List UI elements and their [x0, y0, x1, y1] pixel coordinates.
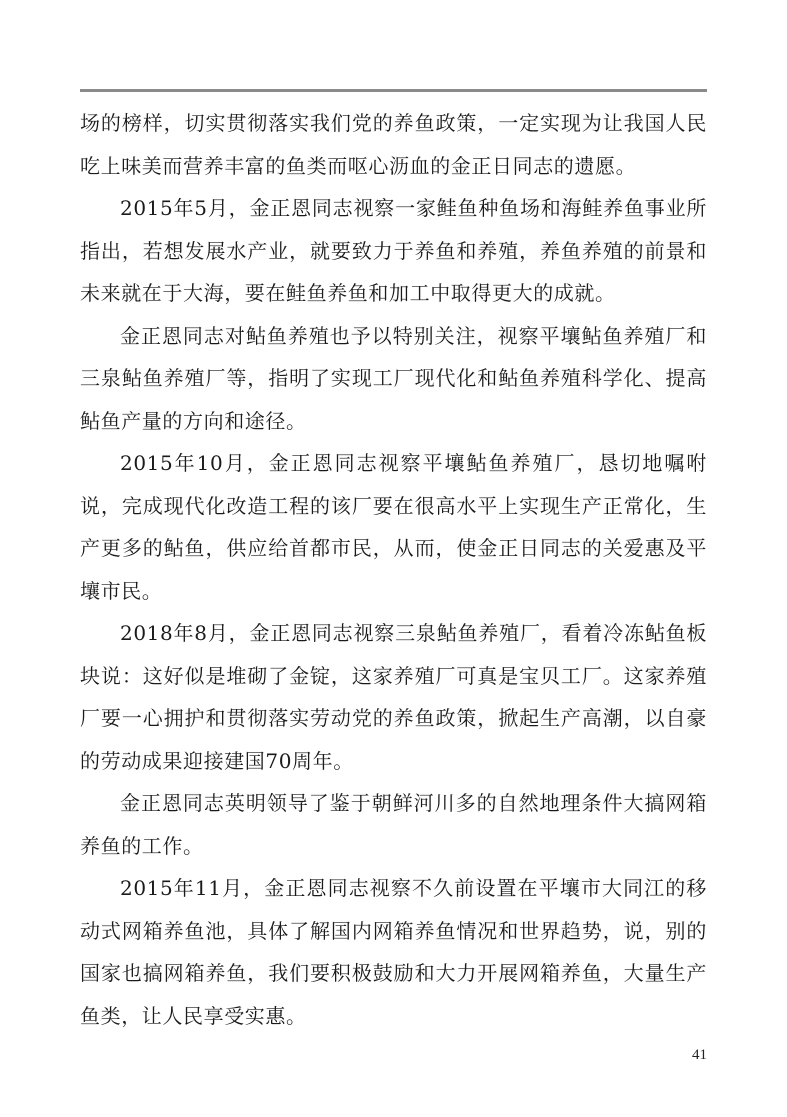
paragraph-6: 金正恩同志英明领导了鉴于朝鲜河川多的自然地理条件大搞网箱养鱼的工作。: [80, 791, 707, 858]
paragraph-3: 金正恩同志对鲇鱼养殖也予以特别关注，视察平壤鲇鱼养殖厂和三泉鲇鱼养殖厂等，指明了实现工厂现代化和鲇鱼养殖科学化、提高鲇鱼产量的方向和途径。: [80, 323, 707, 433]
paragraph-1: 场的榜样，切实贯彻落实我们党的养鱼政策，一定实现为让我国人民吃上味美而营养丰富的鱼类而呕心沥血的金正日同志的遗愿。: [80, 111, 707, 178]
page-number: 41: [692, 1047, 707, 1063]
paragraph-5: 2018年8月，金正恩同志视察三泉鲇鱼养殖厂，看着冷冻鲇鱼板块说：这好似是堆砌了金锭，这家养殖厂可真是宝贝工厂。这家养殖厂要一心拥护和贯彻落实劳动党的养鱼政策，掀起生产高潮，以自豪的劳动成果迎接建国70周年。: [80, 621, 707, 773]
header-rule: [80, 89, 707, 92]
body-text: [80, 102, 707, 1037]
paragraph-7: 2015年11月，金正恩同志视察不久前设置在平壤市大同江的移动式网箱养鱼池，具体了解国内网箱养鱼情况和世界趋势，说，别的国家也搞网箱养鱼，我们要积极鼓励和大力开展网箱养鱼，大量生产鱼类，让人民享受实惠。: [80, 876, 707, 1028]
paragraph-4: 2015年10月，金正恩同志视察平壤鲇鱼养殖厂，恳切地嘱咐说，完成现代化改造工程的该厂要在很高水平上实现生产正常化，生产更多的鲇鱼，供应给首都市民，从而，使金正日同志的关爱惠及平壤市民。: [80, 451, 707, 603]
paragraph-2: 2015年5月，金正恩同志视察一家鲑鱼种鱼场和海鲑养鱼事业所指出，若想发展水产业，就要致力于养鱼和养殖，养鱼养殖的前景和未来就在于大海，要在鲑鱼养鱼和加工中取得更大的成就。: [80, 196, 707, 305]
